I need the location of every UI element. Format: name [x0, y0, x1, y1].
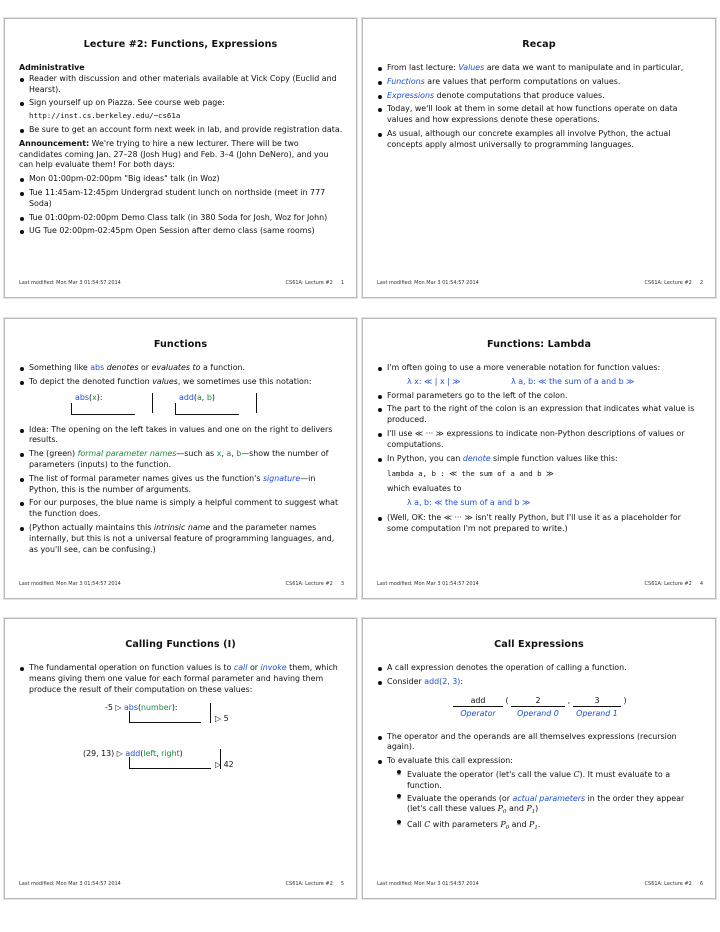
slide-2 — [362, 18, 716, 298]
lambda-result: λ a, b: ≪ the sum of a and b ≫ — [407, 497, 531, 507]
announcement: Announcement: We're trying to hire a new lecturer. There will be two candidates coming Jan. 27–28 (Josh Hug) and Feb. 3–4 (John DeNero), and you can help evaluate them! For both days: — [19, 138, 329, 170]
slide-title: Recap — [522, 39, 556, 50]
abs-call-diagram: -5 ▷ abs(number): ▷ 5 — [105, 703, 229, 724]
list-item: Formal parameters go to the left of the colon. — [377, 391, 703, 402]
list-item: Something like abs denotes or evaluates to a function. — [19, 363, 344, 374]
list-item: Tue 11:45am-12:45pm Undergrad student lunch on northside (meet in 777 Soda) — [19, 188, 344, 210]
page-number: 1 — [340, 280, 344, 286]
list-item: I'm often going to use a more venerable notation for function values: λ x: ≪ | x | ≫ λ a, b: ≪ the sum of a and b ≫ — [377, 363, 703, 388]
footer-course: CS61A: Lecture #2 6 — [644, 881, 703, 887]
list-item: To depict the denoted function values, we sometimes use this notation: — [19, 377, 344, 388]
slide-title: Functions: Lambda — [486, 339, 592, 350]
schedule-list — [19, 174, 344, 237]
admin-heading: Administrative — [19, 63, 85, 72]
page-number: 5 — [340, 881, 344, 887]
slide-6 — [362, 618, 716, 899]
call-result: 5 — [223, 714, 229, 724]
admin-list — [19, 74, 344, 136]
list-item: Sign yourself up on Piazza. See course web page: http://inst.cs.berkeley.edu/~cs61a — [19, 98, 344, 122]
lambda-code: lambda a, b : ≪ the sum of a and b ≫ — [387, 469, 554, 479]
footer-modified: Last modified: Mon Mar 3 01:54:57 2014 — [377, 581, 479, 587]
abs-function-box: abs(x): — [75, 392, 103, 402]
course-url: http://inst.cs.berkeley.edu/~cs61a — [29, 111, 181, 121]
footer-course: CS61A: Lecture #2 1 — [285, 280, 344, 286]
list-item: I'll use ≪ ··· ≫ expressions to indicate non-Python descriptions of values or computations. — [377, 429, 703, 451]
list-item: The list of formal parameter names gives us the function's signature—in Python, this is the number of arguments. — [19, 474, 344, 496]
list-item: The fundamental operation on function values is to call or invoke them, which means giving them one value for each formal parameter and having them produce the result of their computation on these values: — [19, 663, 344, 695]
call-argument: (29, 13) — [83, 749, 115, 759]
slide-body — [377, 63, 703, 154]
footer-course: CS61A: Lecture #2 5 — [285, 881, 344, 887]
list-item: In Python, you can denote simple function values like this: lambda a, b : ≪ the sum of a and b ≫ which evaluates to λ a, b: ≪ the sum of a and b ≫ — [377, 454, 703, 509]
list-item: From last lecture: Values are data we want to manipulate and in particular, — [377, 63, 703, 74]
slide-4 — [362, 318, 716, 599]
list-item: A call expression denotes the operation of calling a function. — [377, 663, 703, 674]
slide-title: Functions — [153, 339, 208, 350]
list-item: (Well, OK: the ≪ ··· ≫ isn't really Python, but I'll use it as a placeholder for some computation I'm not prepared to write.) — [377, 513, 703, 535]
list-item: (Python actually maintains this intrinsic name and the parameter names internally, but this is not a universal feature of programming languages, and, as you'll see, can be confusing.) — [19, 523, 344, 555]
function-box-diagram — [19, 391, 344, 419]
call-expression-diagram: add Operator ( 2 Operand 0 , 3 Operand 1 ) — [377, 696, 703, 728]
slide-1 — [4, 18, 357, 298]
page-number: 6 — [699, 881, 703, 887]
recap-list — [377, 63, 703, 151]
add-function-box: add(a, b) — [179, 392, 215, 402]
list-item: Expressions denote computations that produce values. — [377, 91, 703, 102]
list-item: The part to the right of the colon is an expression that indicates what value is produced. — [377, 404, 703, 426]
list-item: Reader with discussion and other materials available at Vick Copy (Euclid and Hearst). — [19, 74, 344, 96]
slide-title: Lecture #2: Functions, Expressions — [83, 39, 278, 50]
list-item: – Evaluate the operands (or actual parameters in the order they appear (let's call these values $P_0$ and $P_1$) — [397, 794, 703, 819]
list-item: – Evaluate the operator (let's call the value C). It must evaluate to a function. — [397, 770, 703, 792]
slide-5 — [4, 618, 357, 899]
slide-title: Call Expressions — [494, 639, 584, 650]
slide-body — [19, 63, 344, 240]
list-item: Today, we'll look at them in some detail at how functions operate on data values and how expressions denote these operations. — [377, 104, 703, 126]
operand-1-expr: 3 — [573, 696, 621, 708]
page-number: 2 — [699, 280, 703, 286]
add-call-diagram: (29, 13) ▷ add(left, right) ▷ 42 — [83, 749, 234, 770]
operator-expr: add — [453, 696, 503, 708]
list-item: Idea: The opening on the left takes in values and one on the right to delivers results. — [19, 425, 344, 447]
footer-modified: Last modified: Mon Mar 3 01:54:57 2014 — [19, 581, 121, 587]
list-item: UG Tue 02:00pm-02:45pm Open Session after demo class (same rooms) — [19, 226, 344, 237]
slide-body — [377, 363, 703, 537]
list-item: Consider add(2, 3): — [377, 677, 703, 688]
footer-course: CS61A: Lecture #2 4 — [644, 581, 703, 587]
footer-modified: Last modified: Mon Mar 3 01:54:57 2014 — [377, 280, 479, 286]
operand-0-expr: 2 — [511, 696, 565, 708]
footer-modified: Last modified: Mon Mar 3 01:54:57 2014 — [19, 280, 121, 286]
slide-body — [377, 663, 703, 837]
page-number: 4 — [699, 581, 703, 587]
footer-course: CS61A: Lecture #2 2 — [644, 280, 703, 286]
operand-0-label: Operand 0 — [517, 709, 559, 719]
slide-body — [19, 663, 344, 783]
list-item: Tue 01:00pm-02:00pm Demo Class talk (in 380 Soda for Josh, Woz for John) — [19, 213, 344, 224]
operator-label: Operator — [460, 709, 496, 719]
list-item: Be sure to get an account form next week in lab, and provide registration data. — [19, 125, 344, 136]
list-item: Mon 01:00pm-02:00pm "Big ideas" talk (in Woz) — [19, 174, 344, 185]
slide-body — [19, 363, 344, 558]
list-item: To evaluate this call expression: – Evaluate the operator (let's call the value C). It must evaluate to a function. – Evaluate the operands (or actual parameters in the order they appear (let's call these values $P_0$ and $P_1$) – Call C with parameters $P_0$ and $P_1$. — [377, 756, 703, 834]
list-item: As usual, although our concrete examples all involve Python, the actual concepts apply almost universally to programming languages. — [377, 129, 703, 151]
call-result: 42 — [223, 760, 234, 770]
slide-3 — [4, 318, 357, 599]
list-item: The operator and the operands are all themselves expressions (recursion again). — [377, 732, 703, 754]
footer-modified: Last modified: Mon Mar 3 01:54:57 2014 — [19, 881, 121, 887]
lambda-abs: λ x: ≪ | x | ≫ — [407, 376, 461, 386]
slide-title: Calling Functions (I) — [125, 639, 236, 650]
call-argument: -5 — [105, 703, 113, 713]
list-item: For our purposes, the blue name is simply a helpful comment to suggest what the function does. — [19, 498, 344, 520]
page-number: 3 — [340, 581, 344, 587]
operand-1-label: Operand 1 — [576, 709, 618, 719]
footer-modified: Last modified: Mon Mar 3 01:54:57 2014 — [377, 881, 479, 887]
list-item: – Call C with parameters $P_0$ and $P_1$. — [397, 820, 703, 834]
list-item: The (green) formal parameter names—such as x, a, b—show the number of parameters (inputs) to the function. — [19, 449, 344, 471]
list-item: Functions are values that perform computations on values. — [377, 77, 703, 88]
footer-course: CS61A: Lecture #2 3 — [285, 581, 344, 587]
lambda-add: λ a, b: ≪ the sum of a and b ≫ — [511, 376, 635, 386]
